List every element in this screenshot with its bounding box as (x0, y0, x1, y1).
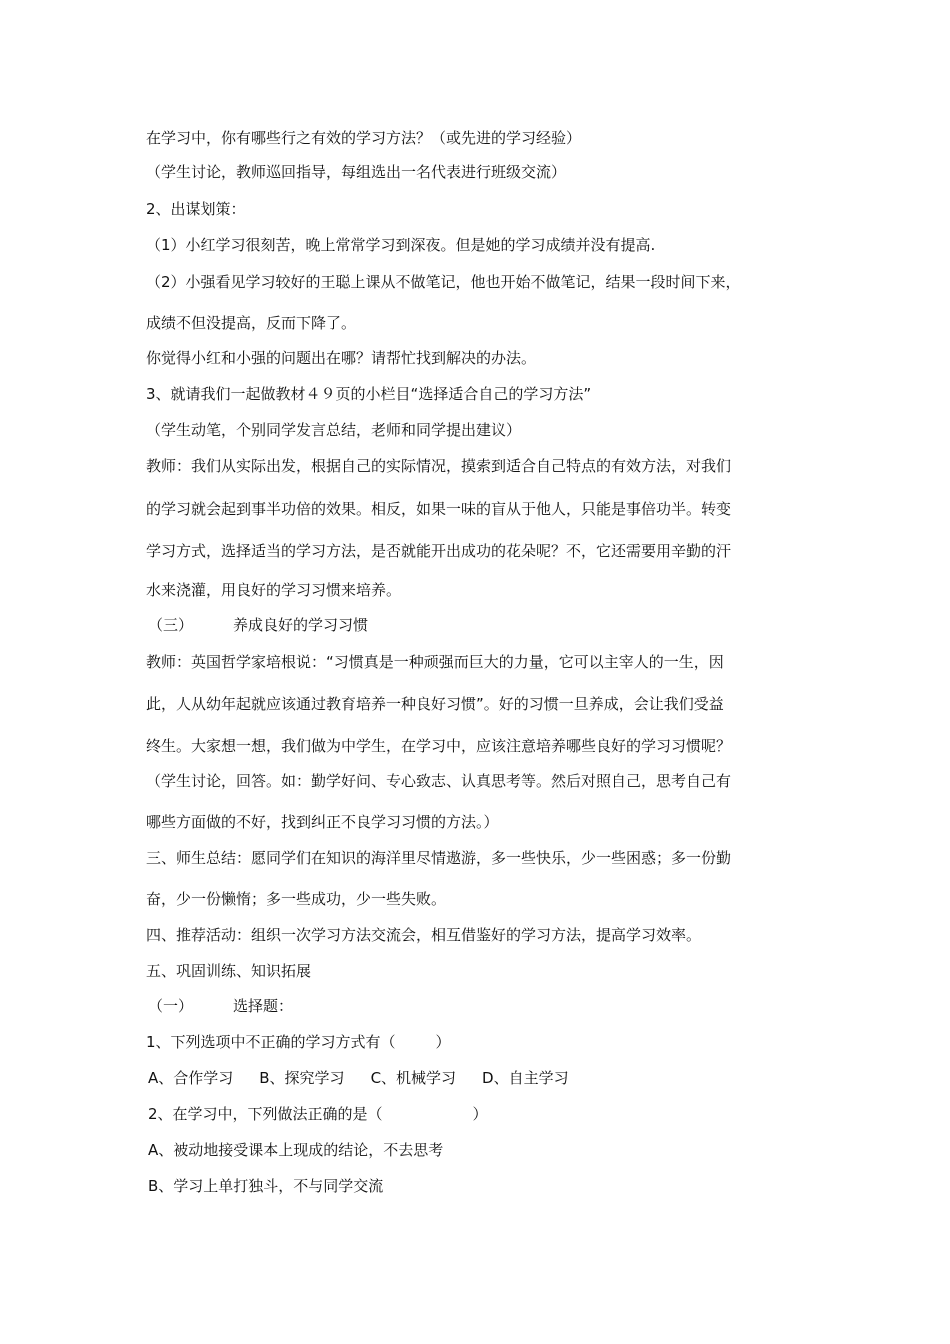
option-b: B、学习上单打独斗，不与同学交流 (148, 1177, 384, 1195)
question-1 (146, 1032, 816, 1052)
section-number: （三） (148, 616, 194, 634)
text-line: 学习方式，选择适当的学习方法，是否就能开出成功的花朵呢？不，它还需要用辛勤的汗 (146, 542, 732, 560)
section-heading (148, 996, 818, 1016)
text-line: 水来浇灌，用良好的学习习惯来培养。 (146, 581, 402, 599)
text-line: （学生讨论，教师巡回指导，每组选出一名代表进行班级交流） (146, 163, 567, 181)
option-d: D、自主学习 (482, 1069, 569, 1087)
section-title: 选择题： (233, 997, 294, 1015)
text-line: 五、巩固训练、知识拓展 (146, 962, 312, 980)
question-text: 1、下列选项中不正确的学习方式有（ (146, 1033, 396, 1051)
option-c: C、机械学习 (370, 1069, 457, 1087)
option-b: B、探究学习 (259, 1069, 345, 1087)
text-line: 你觉得小红和小强的问题出在哪？请帮忙找到解决的办法。 (146, 349, 537, 367)
question-2 (148, 1104, 818, 1124)
question-1-options (148, 1068, 818, 1088)
text-line: 三、师生总结：愿同学们在知识的海洋里尽情遨游，多一些快乐，少一些困惑；多一份勤 (146, 849, 732, 867)
text-line: 此，人从幼年起就应该通过教育培养一种良好习惯”。好的习惯一旦养成，会让我们受益 (146, 695, 724, 713)
text-line: 奋，少一份懒惰；多一些成功，少一些失败。 (146, 890, 447, 908)
section-heading (148, 615, 818, 635)
text-line: 2、出谋划策： (146, 200, 246, 218)
text-line: 教师：我们从实际出发，根据自己的实际情况，摸索到适合自己特点的有效方法，对我们 (146, 457, 732, 475)
text-line: 的学习就会起到事半功倍的效果。相反，如果一味的盲从于他人，只能是事倍功半。转变 (146, 500, 732, 518)
text-line: （2）小强看见学习较好的王聪上课从不做笔记，他也开始不做笔记，结果一段时间下来， (146, 273, 741, 291)
question-text: 2、在学习中，下列做法正确的是（ (148, 1105, 383, 1123)
section-number: （一） (148, 997, 194, 1015)
option-a: A、合作学习 (148, 1069, 234, 1087)
text-line: 教师：英国哲学家培根说：“习惯真是一种顽强而巨大的力量，它可以主宰人的一生，因 (146, 653, 724, 671)
question-bracket: ） (472, 1105, 488, 1123)
text-line: 哪些方面做的不好，找到纠正不良学习习惯的方法。） (146, 813, 499, 831)
text-line: （学生讨论，回答。如：勤学好问、专心致志、认真思考等。然后对照自己，思考自己有 (146, 772, 732, 790)
text-line: 在学习中，你有哪些行之有效的学习方法？（或先进的学习经验） (146, 129, 582, 147)
text-line: （1）小红学习很刻苦，晚上常常学习到深夜。但是她的学习成绩并没有提高. (146, 236, 656, 254)
text-line: 四、推荐活动：组织一次学习方法交流会，相互借鉴好的学习方法，提高学习效率。 (146, 926, 702, 944)
text-line: 成绩不但没提高，反而下降了。 (146, 314, 357, 332)
question-bracket: ） (435, 1033, 451, 1051)
option-a: A、被动地接受课本上现成的结论，不去思考 (148, 1141, 444, 1159)
section-title: 养成良好的学习习惯 (233, 616, 369, 634)
text-line: 终生。大家想一想，我们做为中学生，在学习中，应该注意培养哪些良好的学习习惯呢？ (146, 737, 732, 755)
text-line: 3、就请我们一起做教材４９页的小栏目“选择适合自己的学习方法” (146, 385, 592, 403)
text-line: （学生动笔，个别同学发言总结，老师和同学提出建议） (146, 421, 522, 439)
